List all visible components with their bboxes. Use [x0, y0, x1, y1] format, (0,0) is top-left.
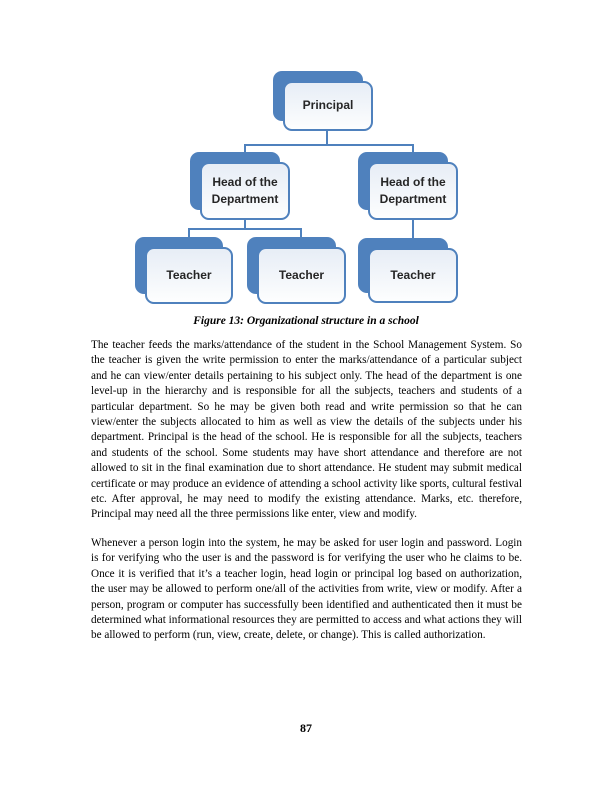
org-node-head-left — [200, 162, 290, 220]
node-face — [145, 247, 233, 304]
node-label: Teacher — [278, 267, 325, 282]
org-node-principal — [283, 81, 373, 131]
org-node-head-right — [368, 162, 458, 220]
node-label: Principal — [302, 98, 354, 113]
node-label: Head of the Department — [379, 174, 447, 206]
node-face — [257, 247, 346, 304]
node-label: Head of the Department — [211, 174, 279, 206]
node-face — [368, 162, 458, 220]
node-face — [368, 248, 458, 303]
figure-caption: Figure 13: Organizational structure in a school — [193, 315, 419, 327]
org-chart — [0, 0, 612, 336]
org-node-teacher-1 — [145, 247, 233, 304]
paragraph-1: The teacher feeds the marks/attendance of the student in the School Management System. So the teacher is given the write permission to enter the marks/attendance of a particular subject and he can view/enter details pertaining to his subject only. The head of the department is one level-up in the hierarchy and is responsible for all the subjects, teachers and students of a particular department. So he may be given both read and write permission so that he can view/enter the subjects allocated to him as well as view the details of the subjects under his department. Principal is the head of the school. He is responsible for all the subjects, teachers and students of the school. Some students may have short attendance and therefore are not allowed to sit in the final examination due to short attendance. He student may submit medical certificate or may produce an evidence of attending a school activity like sports, cultural festival etc. After approval, he may need to modify the existing attendance. Marks, etc. therefore, Principal may need all the three permissions like enter, view and modify. — [91, 339, 522, 521]
paragraph-2: Whenever a person login into the system, he may be asked for user login and password. Login is for verifying who the user is and the password is for verifying the user who he claims to be. Once it is verified that it’s a teacher login, head login or principal log based on authorization, the user may be allowed to perform one/all of the activities from write, view or modify. After a person, program or computer has successfully been identified and authenticated then it must be determined what informational resources they are permitted to access and what actions they will be allowed to perform (run, view, create, delete, or change). This is called authorization. — [91, 536, 522, 642]
node-label: Teacher — [390, 267, 436, 282]
org-node-teacher-3 — [368, 248, 458, 303]
connector-heads-bar — [244, 144, 414, 146]
connector-teachers-bar — [188, 228, 302, 230]
org-node-teacher-2 — [257, 247, 346, 304]
page-number: 87 — [300, 721, 312, 735]
connector-principal-down — [326, 131, 328, 145]
node-label: Teacher — [166, 267, 212, 282]
body-text — [91, 338, 522, 644]
node-face — [200, 162, 290, 220]
node-face — [283, 81, 373, 131]
